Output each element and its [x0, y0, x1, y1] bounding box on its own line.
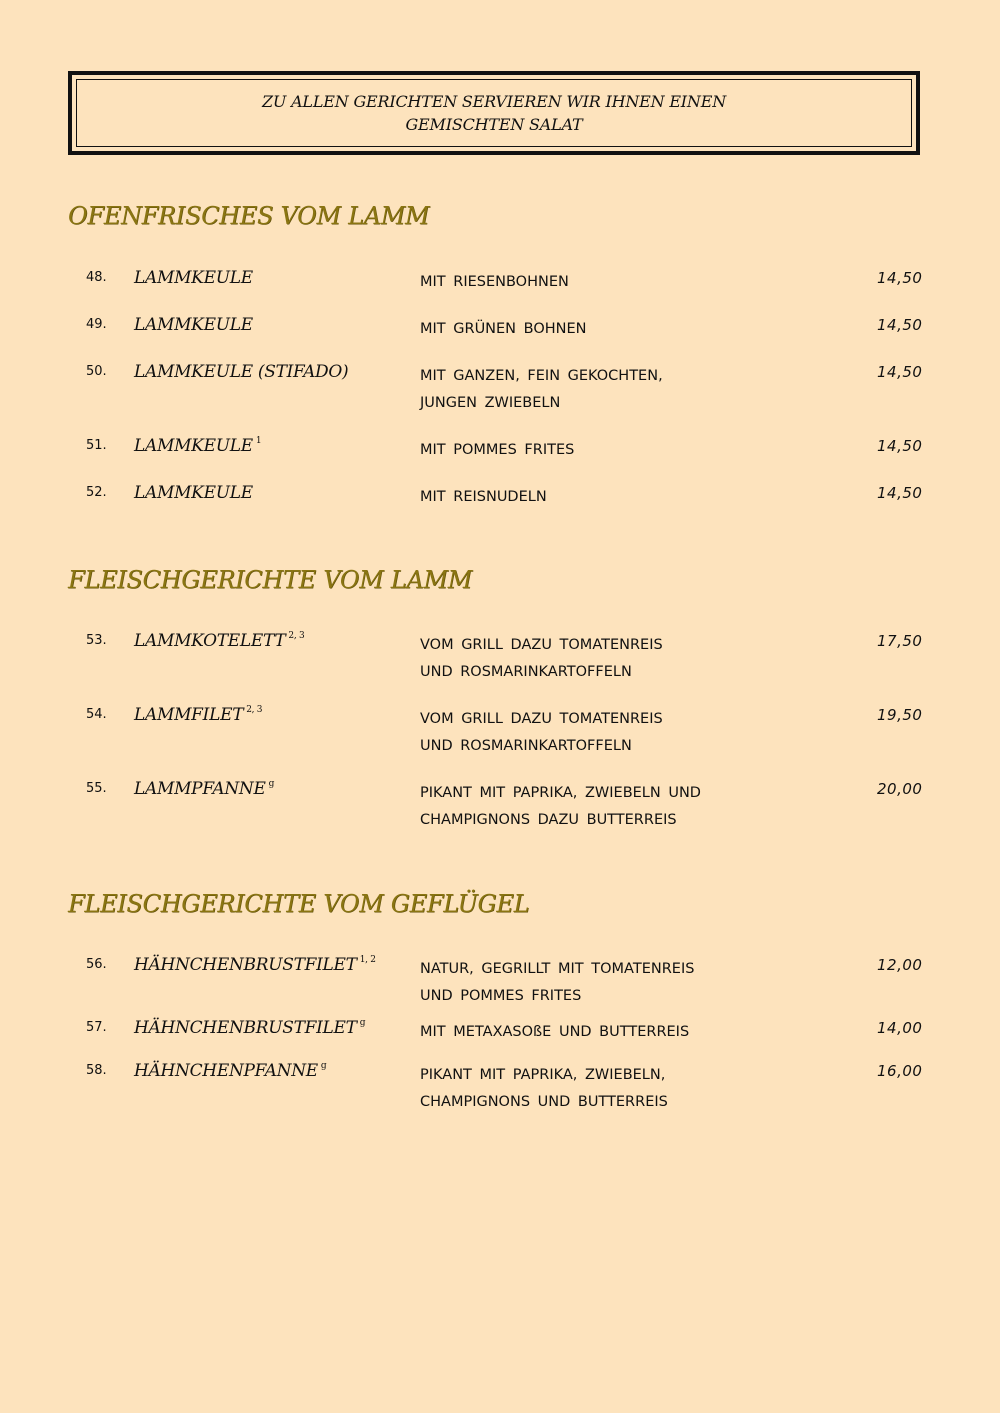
dish-price: 14,00 [877, 1019, 923, 1037]
dish-price: 16,00 [877, 1062, 923, 1080]
additive-note: 1, 2 [359, 955, 376, 965]
menu-item [0, 779, 1000, 839]
item-number: 48. [86, 270, 107, 285]
item-number: 49. [86, 317, 107, 332]
dish-description: MIT GANZEN, FEIN GEKOCHTEN, JUNGEN ZWIEBELN [420, 368, 663, 411]
item-number: 57. [86, 1020, 107, 1035]
item-number: 55. [86, 781, 107, 796]
dish-price: 14,50 [877, 316, 923, 334]
dish-description: MIT POMMES FRITES [420, 442, 575, 458]
item-number: 56. [86, 957, 107, 972]
item-number: 51. [86, 438, 107, 453]
menu-item [0, 362, 1000, 422]
dish-name: LAMMKEULE $^1$ [134, 436, 262, 456]
additive-note: g [268, 779, 275, 789]
dish-name: LAMMKEULE [134, 315, 253, 335]
item-number: 52. [86, 485, 107, 500]
dish-name: LAMMPFANNE $^g$ [134, 779, 275, 799]
dish-description: PIKANT MIT PAPRIKA, ZWIEBELN UND CHAMPIGNONS DAZU BUTTERREIS [420, 785, 701, 828]
menu-item [0, 483, 1000, 543]
dish-name: LAMMKEULE [134, 483, 253, 503]
additive-note: g [320, 1061, 327, 1071]
dish-price: 12,00 [877, 956, 923, 974]
notice-line-1: ZU ALLEN GERICHTEN SERVIEREN WIR IHNEN EINEN [261, 92, 727, 111]
dish-price: 17,50 [877, 632, 923, 650]
dish-price: 14,50 [877, 363, 923, 381]
dish-name: LAMMKEULE [134, 268, 253, 288]
salad-notice-inner [76, 79, 912, 147]
dish-name: HÄHNCHENBRUSTFILET $^{1, 2}$ [134, 955, 376, 975]
dish-price: 14,50 [877, 437, 923, 455]
dish-price: 14,50 [877, 484, 923, 502]
dish-price: 19,50 [877, 706, 923, 724]
menu-item [0, 1061, 1000, 1121]
dish-description: NATUR, GEGRILLT MIT TOMATENREIS UND POMMES FRITES [420, 961, 695, 1004]
additive-note: g [359, 1018, 366, 1028]
dish-description: MIT REISNUDELN [420, 489, 547, 505]
additive-note: 1 [255, 436, 262, 446]
dish-name: LAMMFILET $^{2, 3}$ [134, 705, 263, 725]
dish-description: VOM GRILL DAZU TOMATENREIS UND ROSMARINKARTOFFELN [420, 637, 663, 680]
item-number: 58. [86, 1063, 107, 1078]
dish-name: LAMMKEULE (STIFADO) [134, 362, 349, 382]
item-number: 53. [86, 633, 107, 648]
dish-price: 20,00 [877, 780, 923, 798]
menu-item [0, 631, 1000, 691]
dish-description: MIT METAXASOßE UND BUTTERREIS [420, 1024, 690, 1040]
section-title-lamm-ofen: OFENFRISCHES VOM LAMM [68, 202, 430, 230]
additive-note: 2, 3 [288, 631, 305, 641]
menu-item [0, 955, 1000, 1015]
section-title-gefluegel: FLEISCHGERICHTE VOM GEFLÜGEL [68, 890, 530, 918]
salad-notice-box [68, 71, 920, 155]
dish-description: MIT GRÜNEN BOHNEN [420, 321, 587, 337]
dish-description: PIKANT MIT PAPRIKA, ZWIEBELN, CHAMPIGNONS UND BUTTERREIS [420, 1067, 668, 1110]
dish-name: LAMMKOTELETT $^{2, 3}$ [134, 631, 305, 651]
dish-price: 14,50 [877, 269, 923, 287]
menu-item [0, 705, 1000, 765]
dish-description: MIT RIESENBOHNEN [420, 274, 569, 290]
section-title-lamm-fleisch: FLEISCHGERICHTE VOM LAMM [68, 566, 473, 594]
item-number: 54. [86, 707, 107, 722]
item-number: 50. [86, 364, 107, 379]
additive-note: 2, 3 [246, 705, 263, 715]
dish-name: HÄHNCHENPFANNE $^g$ [134, 1061, 327, 1081]
dish-name: HÄHNCHENBRUSTFILET $^g$ [134, 1018, 366, 1038]
dish-description: VOM GRILL DAZU TOMATENREIS UND ROSMARINKARTOFFELN [420, 711, 663, 754]
notice-line-2: GEMISCHTEN SALAT [405, 115, 583, 134]
